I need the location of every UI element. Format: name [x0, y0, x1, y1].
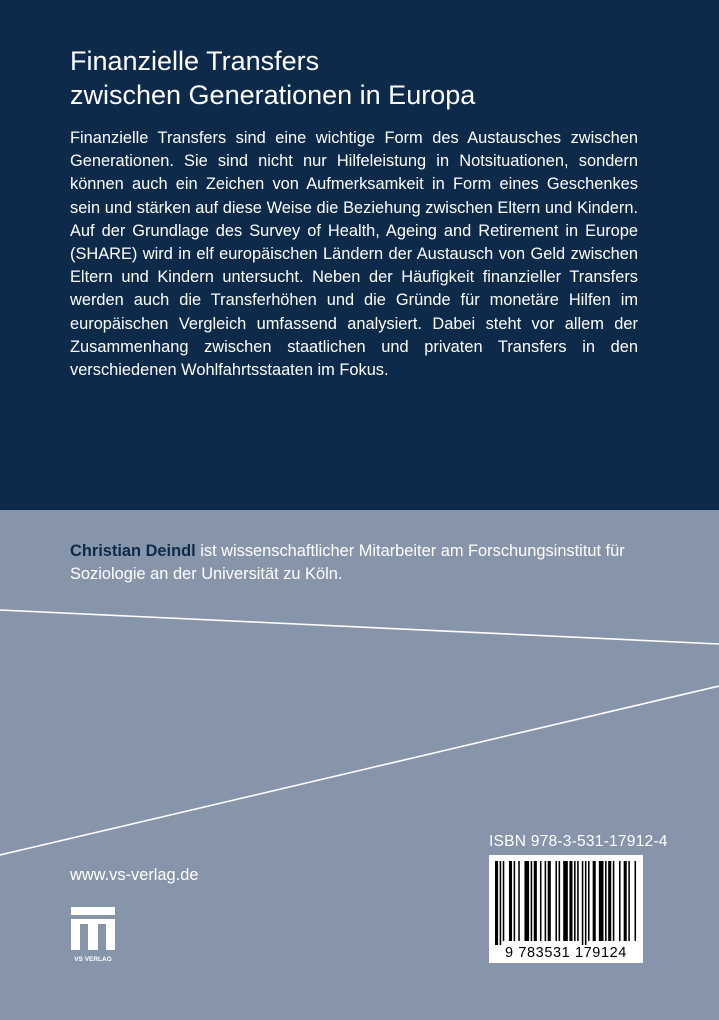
barcode-bar	[534, 861, 537, 941]
vs-verlag-logo	[71, 907, 115, 965]
barcode-bar	[574, 861, 576, 941]
barcode-bar	[585, 861, 587, 945]
barcode-bar	[613, 861, 615, 941]
barcode-bar	[524, 861, 529, 941]
barcode-bar	[509, 861, 512, 941]
barcode-bar	[545, 861, 547, 941]
author-bio	[70, 540, 645, 586]
barcode-bar	[531, 861, 533, 941]
decorative-line-upper	[0, 610, 719, 644]
barcode-bar	[624, 861, 627, 941]
barcode-bar	[628, 861, 630, 941]
author-name: Christian Deindl	[70, 542, 196, 560]
author-bio-text: ist wissenschaftlicher Mitarbeiter am Forschungsinstitut für Soziologie an der Universität zu Köln.	[70, 542, 625, 583]
barcode-bar	[514, 861, 516, 941]
barcode-bar	[577, 861, 579, 941]
barcode-bar	[599, 861, 604, 941]
barcode-bar	[518, 861, 520, 941]
barcode-bar	[495, 861, 498, 945]
barcode-bar	[608, 861, 611, 941]
barcode-bar	[548, 861, 551, 941]
title-line-1: Finanzielle Transfers	[70, 46, 320, 76]
barcode-bar	[563, 861, 568, 941]
barcode-digits: 9 783531 179124	[505, 945, 627, 961]
book-title	[70, 44, 475, 112]
barcode-bar	[582, 861, 584, 945]
barcode-bar	[569, 861, 572, 941]
decorative-line-lower	[0, 686, 719, 855]
barcode-bar	[555, 861, 557, 941]
barcode-bar	[540, 861, 542, 941]
logo-text: VS VERLAG	[74, 956, 112, 963]
barcode-bar	[635, 861, 637, 941]
barcode-bar	[503, 861, 505, 941]
publisher-website[interactable]: www.vs-verlag.de	[70, 866, 199, 884]
barcode-bar	[619, 861, 621, 941]
barcode-bar	[559, 861, 561, 941]
barcode-bar	[588, 861, 590, 941]
isbn-label: ISBN 978-3-531-17912-4	[489, 833, 668, 850]
barcode-bar	[605, 861, 607, 941]
barcode	[489, 855, 643, 963]
barcode-bar	[500, 861, 502, 945]
barcode-bar	[593, 861, 596, 941]
title-line-2: zwischen Generationen in Europa	[70, 80, 476, 110]
book-description: Finanzielle Transfers sind eine wichtige Form des Austausches zwischen Generationen. Sie sind nicht nur Hilfeleistung in Notsituationen, sondern können auch ein Zeichen von Aufmerksamkeit in Form eines Geschenkes sein und stärken auf diese Weise die Beziehung zwischen Eltern und Kindern. Auf der Grundlage des Survey of Health, Ageing and Retirement in Europe (SHARE) wird in elf europäischen Ländern der Austausch von Geld zwischen Eltern und Kindern untersucht. Neben der Häufigkeit finanzieller Transfers werden auch die Transferhöhen und die Gründe für monetäre Hilfen im europäischen Vergleich umfassend analysiert. Dabei steht vor allem der Zusammenhang zwischen staatlichen und privaten Transfers in den verschiedenen Wohlfahrtsstaaten im Fokus.	[70, 129, 638, 380]
